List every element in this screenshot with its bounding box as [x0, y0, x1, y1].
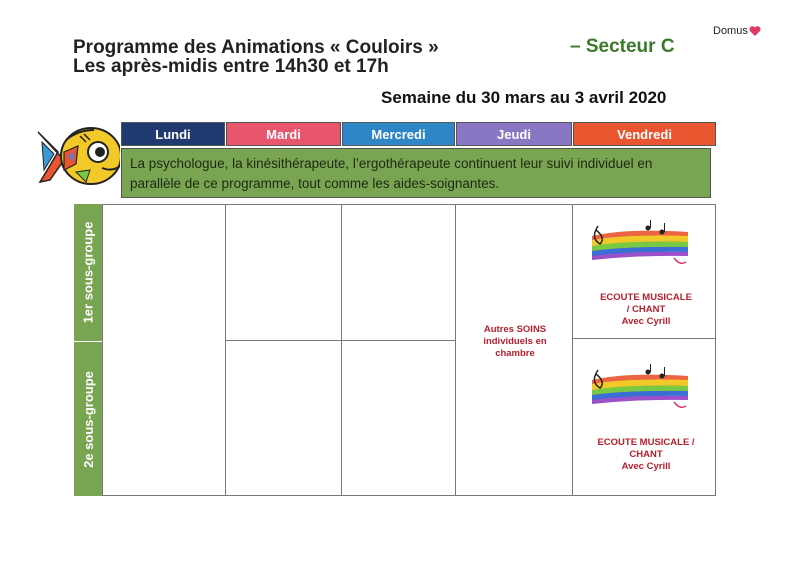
activity-title: ECOUTE MUSICALE / [597, 437, 695, 448]
music-staff-rainbow-icon [588, 362, 692, 412]
day-label: Vendredi [617, 126, 672, 142]
day-header-lundi [121, 122, 225, 146]
title-line-1: Programme des Animations « Couloirs » [73, 37, 439, 58]
music-staff-rainbow-icon [588, 218, 692, 268]
grid-line [455, 204, 456, 496]
jeudi-activity: Autres SOINS individuels en chambre [483, 324, 547, 359]
domus-logo [713, 25, 761, 37]
activity-title-2: CHANT [629, 449, 663, 460]
group-label-second: 2e sous-groupe [80, 370, 96, 468]
grid-line [341, 204, 342, 496]
activity-host: Avec Cyrill [621, 316, 671, 327]
grid-line [572, 204, 573, 496]
fish-illustration-icon [36, 122, 120, 194]
week-label: Semaine du 30 mars au 3 avril 2020 [381, 88, 667, 107]
group-label-second-wrap [74, 342, 102, 496]
info-note: La psychologue, la kinésithérapeute, l’ergothérapeute continuent leur suivi individuel en parallèle de ce programme, tout comme les aides-soignantes. [121, 148, 711, 198]
day-header-mardi [226, 122, 341, 146]
activity-host: Avec Cyrill [621, 461, 671, 472]
day-header-mercredi [342, 122, 455, 146]
activity-title: ECOUTE MUSICALE [600, 292, 692, 303]
grid-line [225, 204, 226, 496]
logo-text: Domus [713, 25, 748, 37]
domus-heart-icon [749, 25, 761, 37]
group-divider [74, 341, 102, 342]
title-line-2: Les après-midis entre 14h30 et 17h [73, 56, 389, 77]
day-label: Lundi [155, 126, 191, 142]
vendredi-activity-2 [576, 437, 716, 473]
group-label-first-wrap [74, 204, 102, 341]
day-label: Jeudi [497, 126, 531, 142]
grid-line [225, 340, 455, 341]
day-header-vendredi [573, 122, 716, 146]
vendredi-activity-1 [576, 292, 716, 328]
grid-line [572, 338, 716, 339]
day-label: Mardi [266, 126, 301, 142]
secteur-label: – Secteur C [570, 36, 675, 57]
activity-title-2: / CHANT [626, 304, 666, 315]
group-label-first: 1er sous-groupe [80, 221, 96, 324]
day-header-jeudi [456, 122, 572, 146]
day-label: Mercredi [371, 126, 426, 142]
